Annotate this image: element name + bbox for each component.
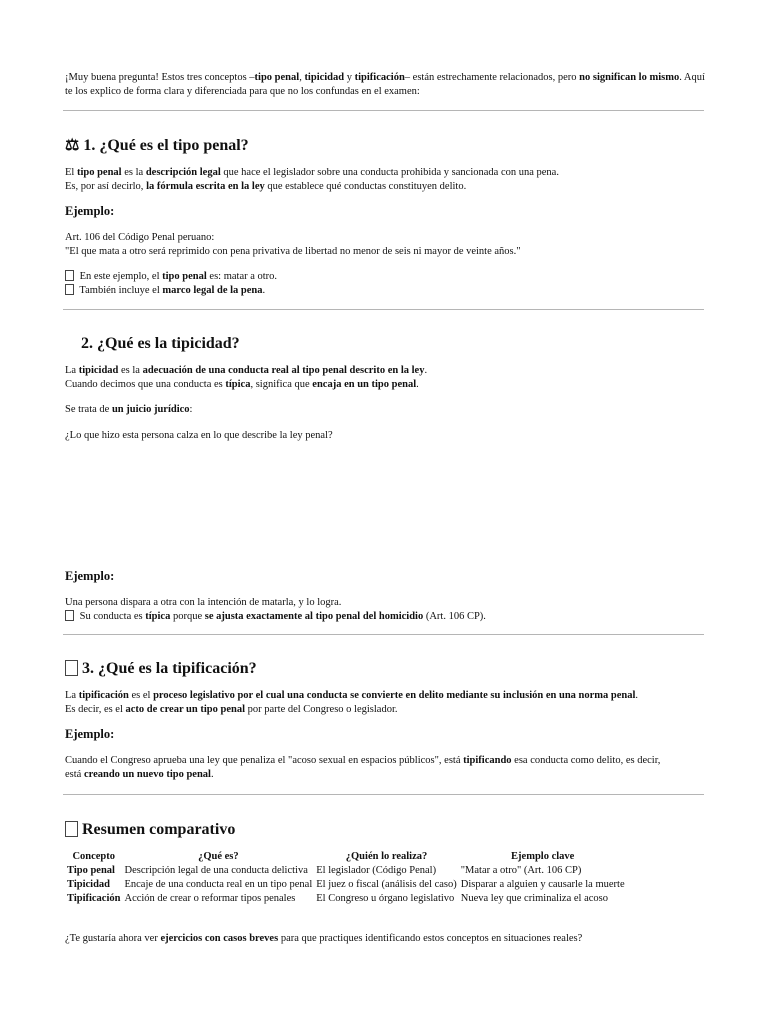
table-cell: El Congreso u órgano legislativo <box>316 893 455 904</box>
section-tipo-penal <box>65 136 705 297</box>
table-cell: Encaje de una conducta real en un tipo penal <box>124 879 313 890</box>
definition-line: La tipificación es el proceso legislativo por el cual una conducta se convierte en delito mediante su inclusión en una norma penal. <box>65 690 639 701</box>
question-line: ¿Lo que hizo esta persona calza en lo que describe la ley penal? <box>65 429 333 441</box>
definition-line: Es, por así decirlo, la fórmula escrita en la ley que establece qué conductas constituyen delito. <box>65 180 467 192</box>
example-text: Cuando el Congreso aprueba una ley que penaliza el "acoso sexual en espacios públicos", está tipificando esa conducta como delito, es decir, <box>65 755 661 766</box>
section-heading: Resumen comparativo <box>65 820 705 840</box>
definition-line: Es decir, es el acto de crear un tipo penal por parte del Congreso o legislador. <box>65 703 398 715</box>
divider <box>63 110 704 111</box>
example-text: Art. 106 del Código Penal peruano: <box>65 232 215 243</box>
divider <box>63 309 704 310</box>
example-heading: Ejemplo: <box>65 204 115 218</box>
table-cell: El juez o fiscal (análisis del caso) <box>316 879 457 890</box>
table-header-row <box>65 850 627 864</box>
table-cell: Acción de crear o reformar tipos penales <box>124 893 296 904</box>
column-header: ¿Qué es? <box>198 851 239 862</box>
closing-paragraph: ¿Te gustaría ahora ver ejercicios con casos breves para que practiques identificando estos conceptos en situaciones reales? <box>65 933 583 944</box>
column-header: ¿Quién lo realiza? <box>345 851 428 862</box>
definition-line: El tipo penal es la descripción legal que hace el legislador sobre una conducta prohibida y sancionada con una pena. <box>65 167 559 178</box>
intro-paragraph: ¡Muy buena pregunta! Estos tres conceptos –tipo penal, tipicidad y tipificación– están estrechamente relacionados, pero no significan lo mismo. Aquí te los explico de forma clara y diferenciada para que no los confundas en el examen: <box>65 72 705 97</box>
note-line: También incluye el marco legal de la pena. <box>65 284 705 298</box>
definition-line: Cuando decimos que una conducta es típica, significa que encaja en un tipo penal. <box>65 378 419 390</box>
example-text: Una persona dispara a otra con la intención de matarla, y lo logra. <box>65 597 342 608</box>
table-cell: Descripción legal de una conducta delictiva <box>124 865 308 876</box>
scales-icon: ⚖ <box>65 137 80 154</box>
column-header: Ejemplo clave <box>511 851 575 862</box>
table-cell: El legislador (Código Penal) <box>316 865 437 876</box>
definition-line: La tipicidad es la adecuación de una conducta real al tipo penal descrito en la ley. <box>65 365 428 376</box>
table-cell: Disparar a alguien y causarle la muerte <box>460 879 625 890</box>
divider <box>63 634 704 635</box>
table-row <box>65 864 627 878</box>
section-tipificacion <box>65 659 705 781</box>
table-cell: Nueva ley que criminaliza el acoso <box>460 893 608 904</box>
clipboard-icon <box>65 821 78 837</box>
pointer-icon <box>65 270 74 281</box>
note-line: En este ejemplo, el tipo penal es: matar a otro. <box>65 270 705 284</box>
table-cell: Tipo penal <box>67 865 115 876</box>
table-cell: Tipificación <box>67 893 121 904</box>
table-row <box>65 878 627 892</box>
section-heading: ⚖ 1. ¿Qué es el tipo penal? <box>65 137 249 154</box>
example-heading: Ejemplo: <box>65 569 115 583</box>
column-header: Concepto <box>72 851 116 862</box>
section-heading: 3. ¿Qué es la tipificación? <box>65 659 705 679</box>
section-tipicidad-example <box>65 569 705 623</box>
summary-table <box>65 850 627 906</box>
law-icon <box>65 660 78 676</box>
section-heading: 2. ¿Qué es la tipicidad? <box>81 335 240 352</box>
pointer-icon <box>65 284 74 295</box>
section-tipicidad <box>65 334 705 442</box>
section-summary <box>65 820 705 906</box>
example-quote: "El que mata a otro será reprimido con pena privativa de libertad no menor de seis ni mayor de veinte años." <box>65 245 521 257</box>
table-row <box>65 892 627 906</box>
divider <box>63 794 704 795</box>
judgment-line: Se trata de un juicio jurídico: <box>65 404 193 415</box>
table-cell: Tipicidad <box>67 879 110 890</box>
pointer-icon <box>65 610 74 621</box>
note-line: Su conducta es típica porque se ajusta exactamente al tipo penal del homicidio (Art. 106 CP). <box>65 610 705 624</box>
example-text: está creando un nuevo tipo penal. <box>65 768 214 780</box>
table-cell: "Matar a otro" (Art. 106 CP) <box>460 865 582 876</box>
example-heading: Ejemplo: <box>65 727 115 741</box>
